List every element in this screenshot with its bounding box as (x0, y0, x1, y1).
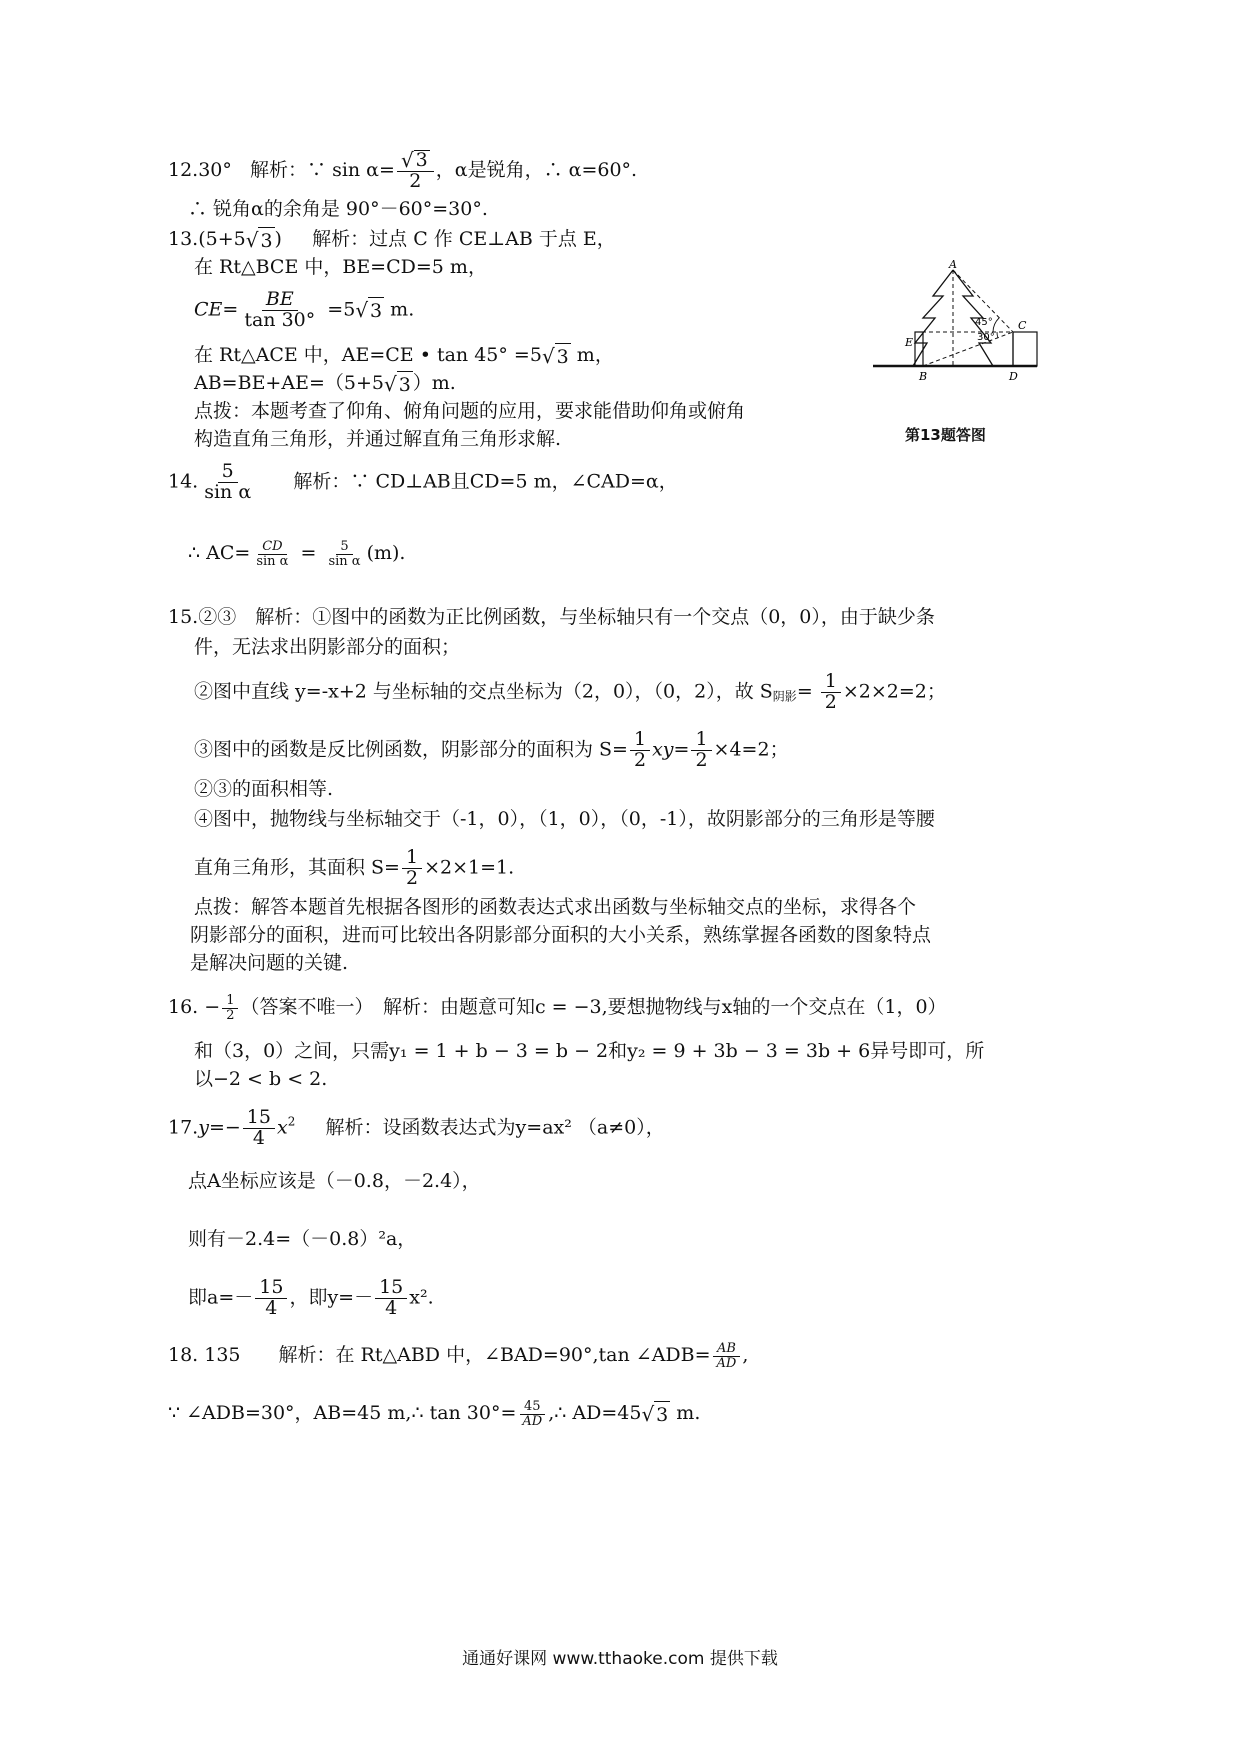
q13-line5: AB=BE+AE=（5+5 √ 3 ）m. (194, 371, 456, 396)
q17-line3: 则有－2.4=（－0.8）²a， (188, 1228, 417, 1250)
figure-caption: 第13题答图 (905, 426, 986, 444)
q14-line2: ∴ AC= $\frac{CD}{\text{sin α}}$ = $\frac{5}{\text{sin α}}$ (m). (188, 539, 406, 569)
q12-line1: 12.30° 解析：∵ sin α= √ 3 2 ，α是锐角，∴ α=60°. (168, 148, 638, 192)
q15-line1: 15.②③ 解析：①图中的函数为正比例函数，与坐标轴只有一个交点（0，0），由于缺少条 (168, 606, 935, 628)
q15-tip1: 点拨：解答本题首先根据各图形的函数表达式求出函数与坐标轴交点的坐标，求得各个 (194, 896, 917, 918)
q14-line1: 14. $\frac{5}{\text{sin α}}$ 解析：∵ CD⊥AB且CD=5 m，∠CAD=α， (168, 460, 678, 503)
q18-line2: ∵ ∠ADB=30°，AB=45 m,∴ tan 30°= $\frac{45}{AD}$ ,∴ AD=45 √ 3 m. (168, 1399, 701, 1429)
q15-line4: ③图中的函数是反比例函数，阴影部分的面积为 S= $\frac{1}{2}$ xy= $\frac{1}{2}$ ×4=2； (194, 728, 789, 771)
q15-tip2: 阴影部分的面积，进而可比较出各阴影部分面积的大小关系，熟练掌握各函数的图象特点 (190, 924, 932, 946)
label-c: C (1018, 319, 1027, 332)
q16-line3: 以−2 < b < 2. (194, 1068, 328, 1090)
label-a: A (949, 258, 957, 271)
tree-diagram (865, 258, 1045, 448)
q16-line1: 16. − $\frac{1}{2}$ （答案不唯一） 解析：由题意可知c = −3,要想抛物线与x轴的一个交点在（1，0） (168, 993, 947, 1023)
footer-watermark: 通通好课网 www.tthaoke.com 提供下载 (462, 1649, 778, 1669)
q17-line1: 17.y=− $\frac{15}{4}$ $x^2$ 解析：设函数表达式为y=ax² （a≠0）， (168, 1106, 665, 1149)
q15-tip3: 是解决问题的关键. (190, 952, 349, 974)
q18-line1: 18. 135 解析：在 Rt△ABD 中，∠BAD=90°,tan ∠ADB= $\frac{AB}{AD}$ , (168, 1341, 749, 1371)
q15-line7: 直角三角形，其面积 S= $\frac{1}{2}$ ×2×1=1. (194, 846, 515, 889)
q12-line2: ∴ 锐角α的余角是 90°－60°=30°. (188, 198, 488, 220)
q15-line5: ②③的面积相等. (194, 778, 334, 800)
q13-line1: 13.(5+5 √ 3 ) 解析：过点 C 作 CE⊥AB 于点 E， (168, 227, 616, 252)
label-d: D (1009, 370, 1018, 383)
q13-tip1: 点拨：本题考查了仰角、俯角问题的应用，要求能借助仰角或俯角 (194, 400, 746, 422)
label-e: E (905, 336, 914, 349)
q15-line2: 件，无法求出阴影部分的面积； (194, 636, 461, 658)
q16-line2: 和（3，0）之间，只需y₁ = 1 + b − 3 = b − 2和y₂ = 9 + 3b − 3 = 3b + 6异号即可，所 (194, 1040, 985, 1062)
angle-45-label: 45° (975, 317, 993, 328)
q13-line2: 在 Rt△BCE 中，BE=CD=5 m， (194, 256, 487, 278)
q13-line4: 在 Rt△ACE 中，AE=CE • tan 45° =5 √ 3 m， (194, 343, 614, 368)
q12-fraction: √ 3 2 (397, 150, 434, 192)
angle-30-label: 30° (977, 332, 995, 343)
q17-line2: 点A坐标应该是（－0.8，－2.4）， (188, 1170, 481, 1192)
q13-line3: CE= $\frac{BE}{\tan 30^\circ}$ =5 √ 3 m. (194, 288, 415, 331)
q17-line4: 即a=－ $\frac{15}{4}$ ，即y=－ $\frac{15}{4}$ x². (188, 1276, 434, 1319)
q15-line6: ④图中，抛物线与坐标轴交于（-1，0），（1，0），（0，-1），故阴影部分的三角形是等腰 (194, 808, 935, 830)
q15-line3: ②图中直线 y=-x+2 与坐标轴的交点坐标为（2，0），（0，2），故 $S_{阴影}=$ $\frac{1}{2}$ ×2×2=2； (194, 670, 946, 713)
label-b: B (919, 370, 928, 383)
q13-tip2: 构造直角三角形，并通过解直角三角形求解. (194, 428, 562, 450)
